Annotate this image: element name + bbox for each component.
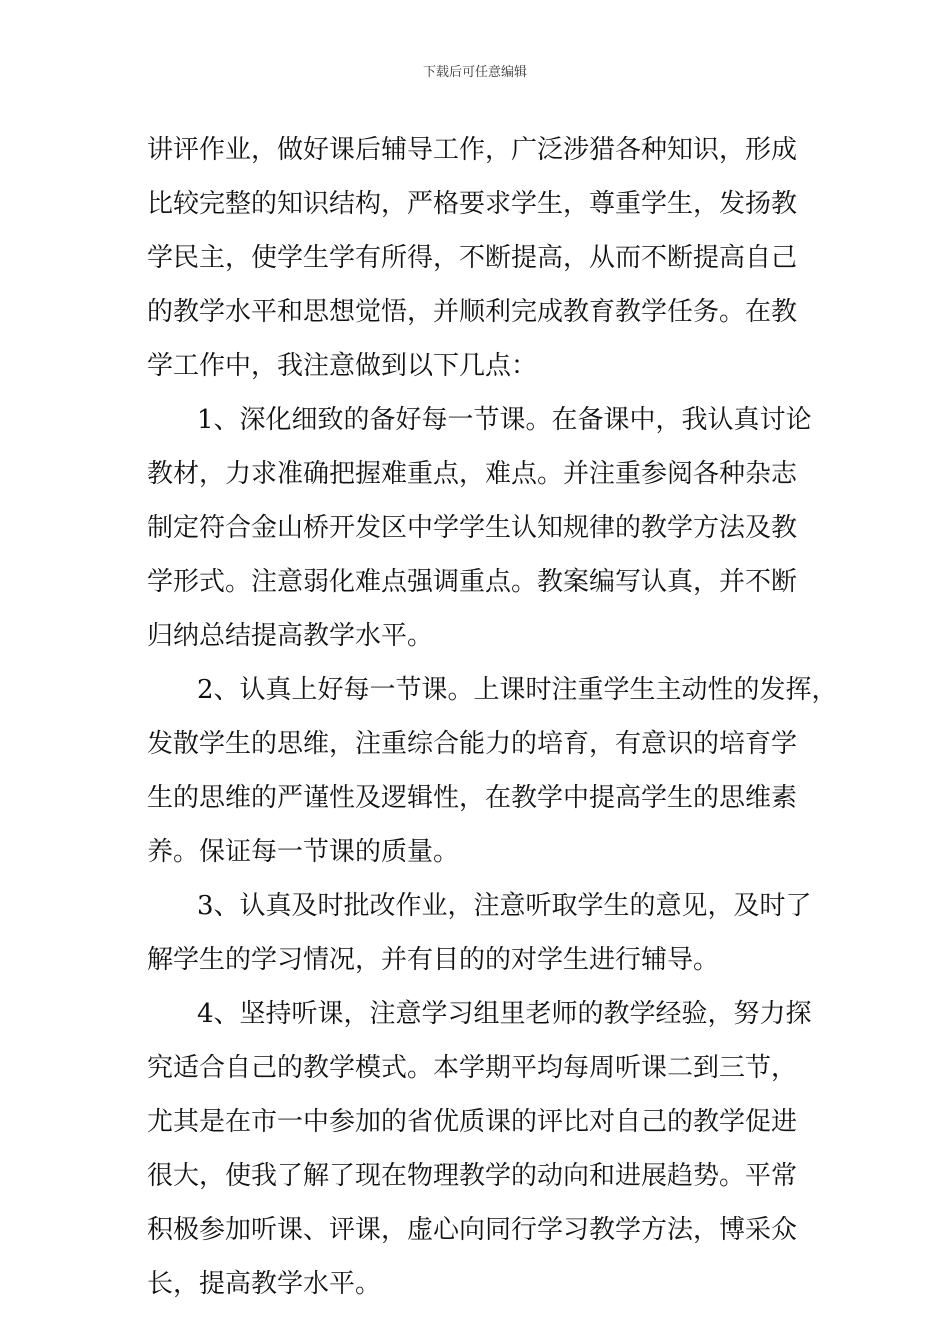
text-line: 养。保证每一节课的质量。 xyxy=(147,837,460,867)
text-line: 学形式。注意弱化难点强调重点。教案编写认真，并不断 xyxy=(147,567,798,597)
text-line: 究适合自己的教学模式。本学期平均每周听课二到三节， xyxy=(147,1053,798,1083)
text-line: 很大，使我了解了现在物理教学的动向和进展趋势。平常 xyxy=(147,1161,798,1191)
text-line: 解学生的学习情况，并有目的的对学生进行辅导。 xyxy=(147,945,720,975)
text-line: 教材，力求准确把握难重点，难点。并注重参阅各种杂志 xyxy=(147,459,798,489)
text-line: 生的思维的严谨性及逻辑性，在教学中提高学生的思维素 xyxy=(147,783,798,813)
document-body xyxy=(147,123,837,1311)
text-line: 讲评作业，做好课后辅导工作，广泛涉猎各种知识，形成 xyxy=(147,135,798,165)
text-line: 尤其是在市一中参加的省优质课的评比对自己的教学促进 xyxy=(147,1107,798,1137)
paragraph-4-start: 4、坚持听课，注意学习组里老师的教学经验，努力探 xyxy=(197,999,812,1029)
text-line: 制定符合金山桥开发区中学学生认知规律的教学方法及教 xyxy=(147,513,798,543)
text-line: 比较完整的知识结构，严格要求学生，尊重学生，发扬教 xyxy=(147,189,798,219)
paragraph-3-start: 3、认真及时批改作业，注意听取学生的意见，及时了 xyxy=(197,891,812,921)
paragraph-1-start: 1、深化细致的备好每一节课。在备课中，我认真讨论 xyxy=(197,405,812,435)
text-line: 学工作中，我注意做到以下几点： xyxy=(147,351,538,381)
text-line: 归纳总结提高教学水平。 xyxy=(147,621,434,651)
text-line: 发散学生的思维，注重综合能力的培育，有意识的培育学 xyxy=(147,729,798,759)
text-line: 长，提高教学水平。 xyxy=(147,1269,382,1299)
text-line: 的教学水平和思想觉悟，并顺利完成教育教学任务。在教 xyxy=(147,297,798,327)
page-header: 下载后可任意编辑 xyxy=(422,65,527,80)
text-line: 积极参加听课、评课，虚心向同行学习教学方法，博采众 xyxy=(147,1215,798,1245)
text-line: 学民主，使学生学有所得，不断提高，从而不断提高自己 xyxy=(147,243,798,273)
paragraph-2-start: 2、认真上好每一节课。上课时注重学生主动性的发挥， xyxy=(197,675,838,705)
